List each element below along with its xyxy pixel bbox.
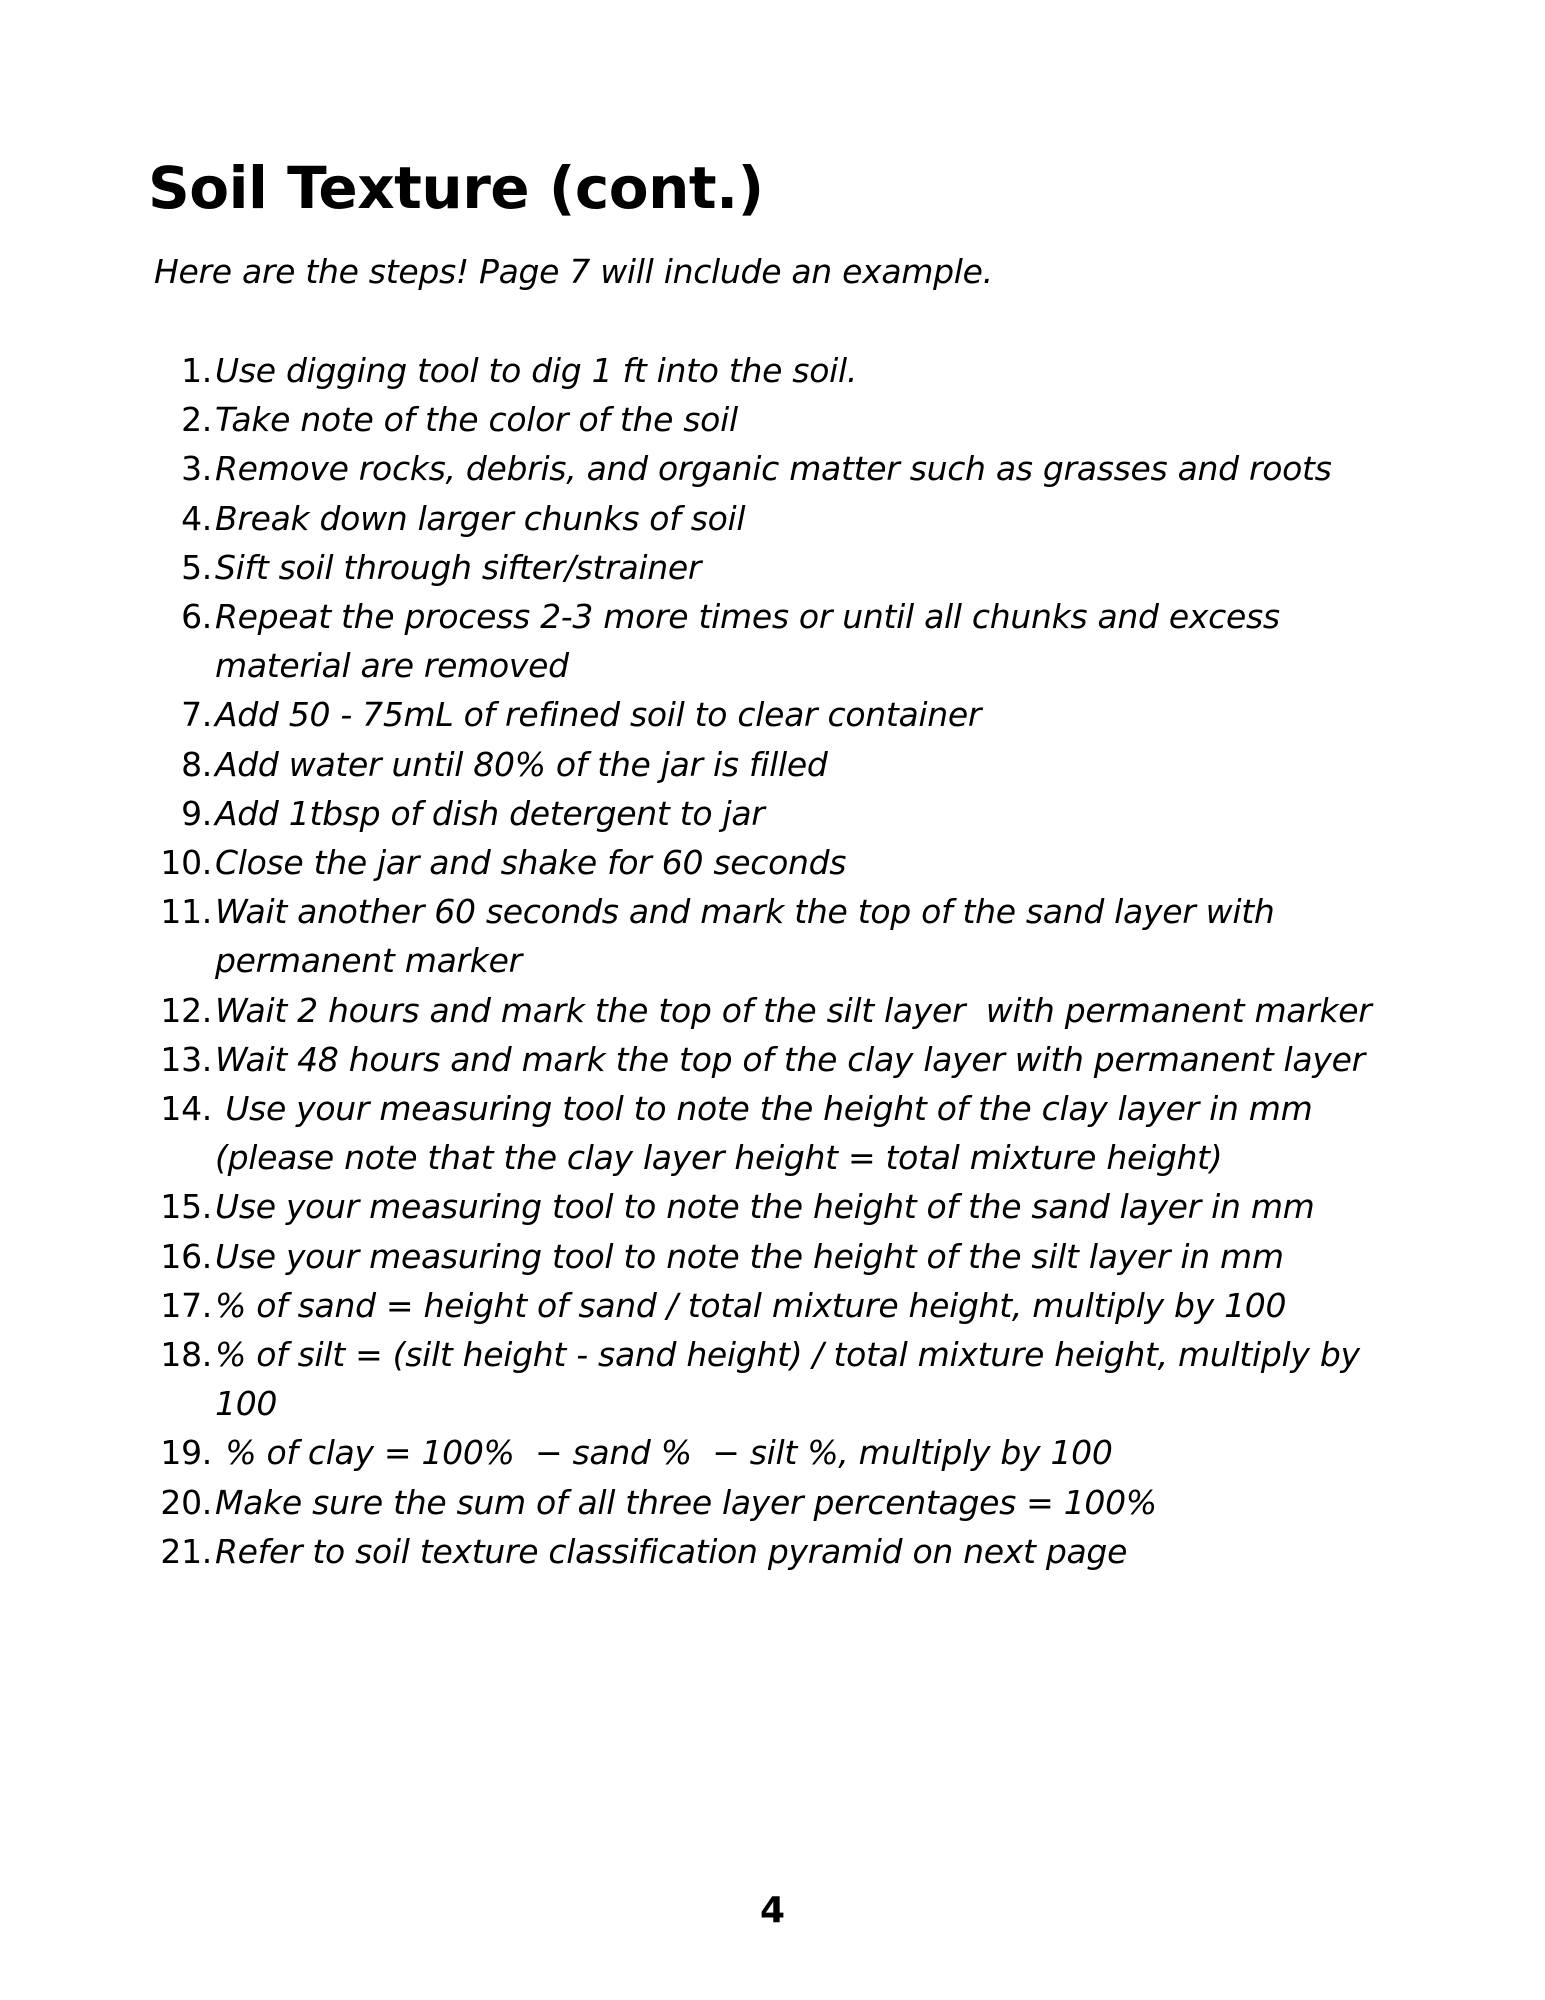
step-number: 18. bbox=[160, 1335, 212, 1375]
intro-text: Here are the steps! Page 7 will include an example. bbox=[154, 252, 993, 291]
list-item bbox=[150, 346, 1410, 395]
step-text: Add 1tbsp of dish detergent to jar bbox=[215, 793, 765, 833]
list-item bbox=[150, 1428, 1410, 1477]
step-text: Use digging tool to dig 1 ft into the soil. bbox=[215, 351, 858, 390]
step-number: 9. bbox=[181, 793, 212, 833]
list-item bbox=[150, 494, 1410, 543]
step-text: Remove rocks, debris, and organic matter such as grasses and roots bbox=[215, 449, 1332, 489]
list-item bbox=[150, 543, 1410, 592]
step-number: 6. bbox=[181, 597, 212, 637]
step-text: Use your measuring tool to note the height of the silt layer in mm bbox=[215, 1236, 1284, 1276]
step-number: 2. bbox=[181, 400, 212, 440]
step-number: 5. bbox=[181, 547, 212, 587]
step-number: 21. bbox=[160, 1531, 212, 1571]
step-text: Use your measuring tool to note the height of the sand layer in mm bbox=[215, 1187, 1315, 1227]
step-text: % of sand = height of sand / total mixture height, multiply by 100 bbox=[215, 1285, 1287, 1325]
list-item bbox=[150, 838, 1410, 887]
step-number: 14. bbox=[160, 1089, 212, 1129]
step-number: 12. bbox=[160, 990, 212, 1030]
list-item bbox=[150, 740, 1410, 789]
step-number: 19. bbox=[160, 1433, 212, 1473]
step-number: 11. bbox=[160, 892, 212, 932]
list-item bbox=[150, 592, 1410, 690]
step-number: 3. bbox=[181, 449, 212, 489]
step-text: Sift soil through sifter/strainer bbox=[215, 547, 702, 587]
step-text: Close the jar and shake for 60 seconds bbox=[215, 843, 847, 883]
step-text: % of silt = (silt height - sand height) / total mixture height, multiply by 100 bbox=[215, 1335, 1370, 1424]
step-text: Add 50 - 75mL of refined soil to clear container bbox=[215, 695, 982, 735]
list-item bbox=[150, 1232, 1410, 1281]
step-number: 8. bbox=[181, 744, 212, 784]
list-item bbox=[150, 1084, 1410, 1182]
step-text: Refer to soil texture classification pyramid on next page bbox=[215, 1531, 1128, 1571]
step-text: % of clay = 100% − sand % − silt %, multiply by 100 bbox=[215, 1433, 1113, 1473]
step-number: 1. bbox=[181, 351, 212, 390]
list-item bbox=[150, 1182, 1410, 1231]
step-text: Break down larger chunks of soil bbox=[215, 498, 746, 538]
step-text: Use your measuring tool to note the height of the clay layer in mm (please note that the clay layer height = total mixture height) bbox=[215, 1089, 1323, 1178]
step-number: 10. bbox=[160, 843, 212, 883]
step-text: Add water until 80% of the jar is filled bbox=[215, 744, 828, 784]
step-text: Wait 48 hours and mark the top of the clay layer with permanent layer bbox=[215, 1039, 1365, 1079]
step-number: 16. bbox=[160, 1236, 212, 1276]
list-item bbox=[150, 986, 1410, 1035]
step-number: 15. bbox=[160, 1187, 212, 1227]
list-item bbox=[150, 1527, 1410, 1576]
step-number: 7. bbox=[181, 695, 212, 735]
list-item bbox=[150, 1478, 1410, 1527]
step-text: Make sure the sum of all three layer percentages = 100% bbox=[215, 1482, 1157, 1522]
step-text: Wait another 60 seconds and mark the top of the sand layer with permanent marker bbox=[215, 892, 1285, 981]
page-number: 4 bbox=[759, 1890, 786, 1931]
step-number: 13. bbox=[160, 1039, 212, 1079]
list-item bbox=[150, 887, 1410, 985]
list-item bbox=[150, 1281, 1410, 1330]
list-item bbox=[150, 690, 1410, 739]
list-item bbox=[150, 1035, 1410, 1084]
step-number: 4. bbox=[181, 498, 212, 538]
step-text: Take note of the color of the soil bbox=[215, 400, 738, 440]
step-text: Wait 2 hours and mark the top of the silt layer with permanent marker bbox=[215, 990, 1372, 1030]
step-number: 20. bbox=[160, 1482, 212, 1522]
steps-list bbox=[150, 346, 1410, 1576]
list-item bbox=[150, 789, 1410, 838]
list-item bbox=[150, 395, 1410, 444]
list-item bbox=[150, 1330, 1410, 1428]
step-text: Repeat the process 2-3 more times or until all chunks and excess material are removed bbox=[215, 597, 1290, 686]
list-item bbox=[150, 444, 1410, 493]
page-title: Soil Texture (cont.) bbox=[148, 154, 764, 222]
step-number: 17. bbox=[160, 1285, 212, 1325]
